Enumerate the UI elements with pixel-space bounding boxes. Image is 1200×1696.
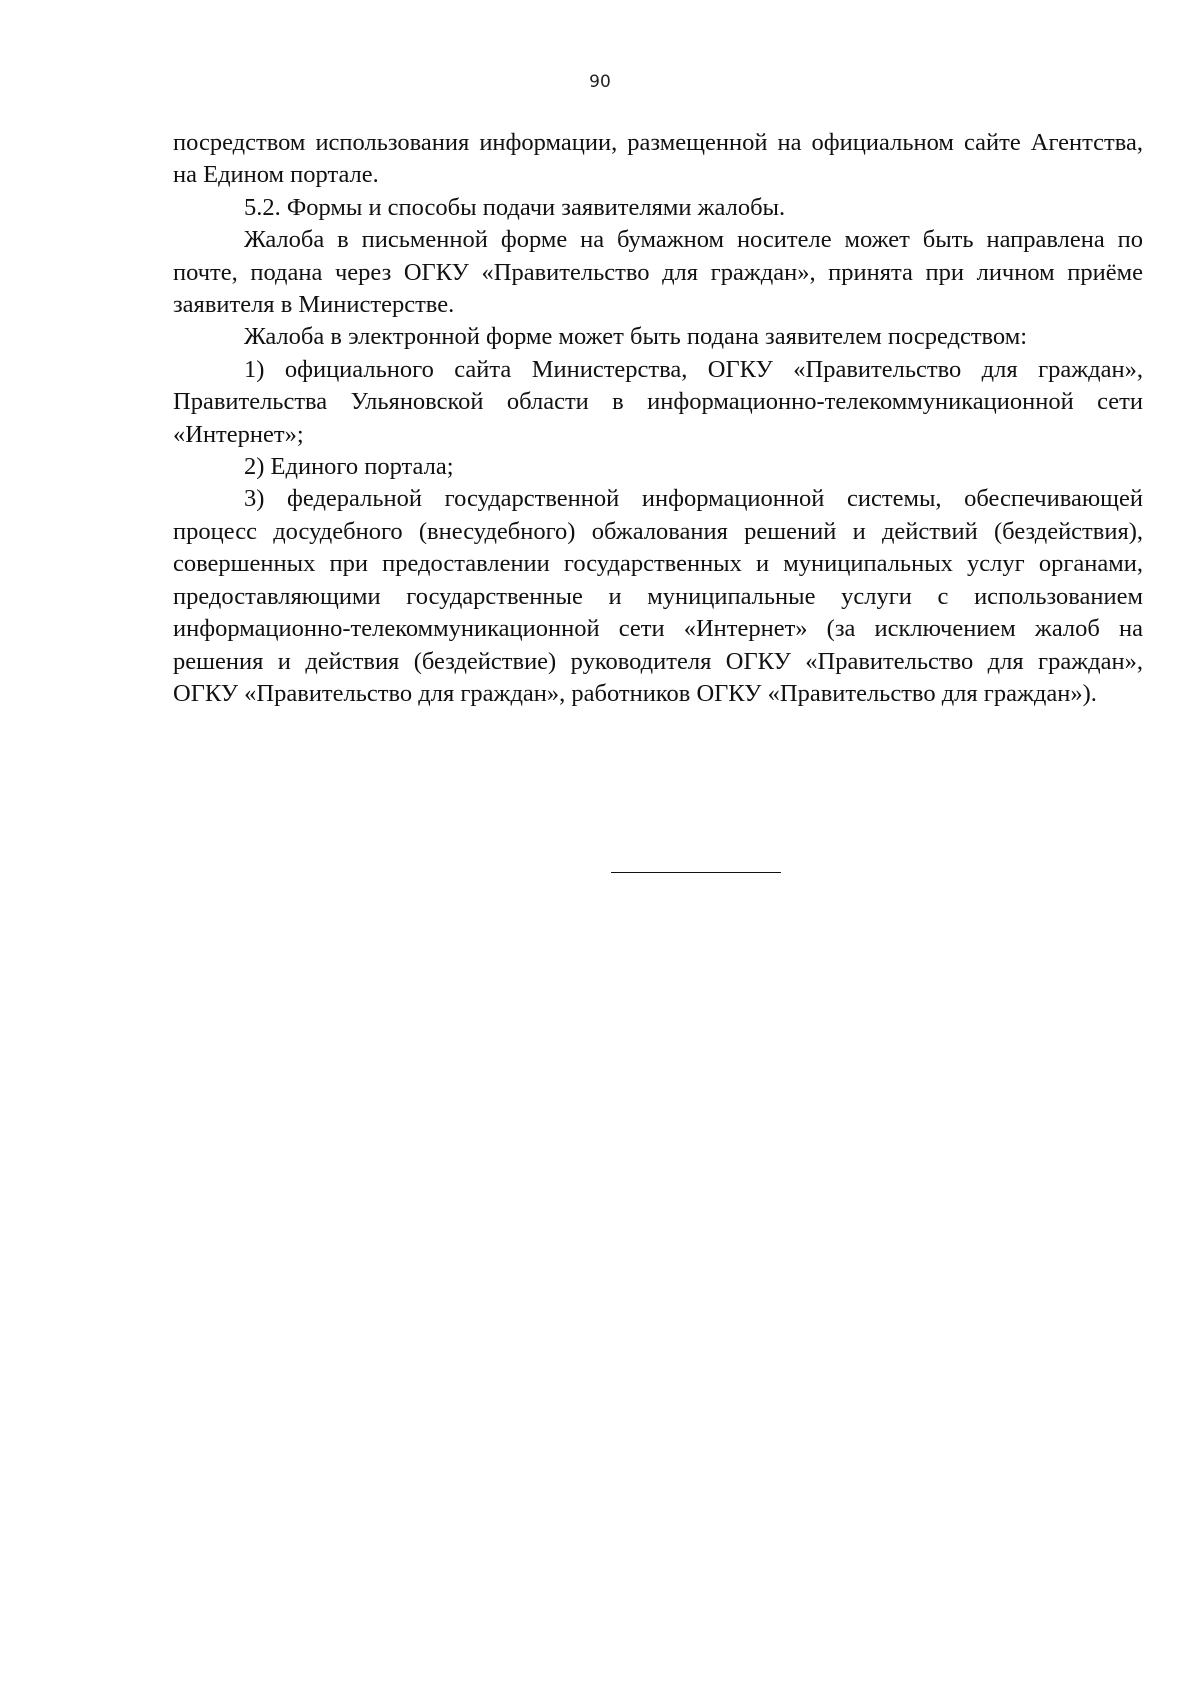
paragraph-continuation: посредством использования информации, размещенной на официальном сайте Агентства, на Едином портале. [173,129,1143,189]
paragraph-electronic-complaint: Жалоба в электронной форме может быть подана заявителем посредством: [244,323,1028,351]
page-number: 90 [589,72,611,92]
list-item-3: 3) федеральной государственной информационной системы, обеспечивающей процесс досудебного (внесудебного) обжалования решений и действий (бездействия), совершенных при предоставлении государственных и муниципальных услуг органами, предоставляющими государственные и муниципальные услуги с использованием информационно-телекоммуникационной сети «Интернет» (за исключением жалоб на решения и действия (бездействие) руководителя ОГКУ «Правительство для граждан», ОГКУ «Правительство для граждан», работников ОГКУ «Правительство для граждан»). [173,485,1143,707]
paragraph-written-complaint: Жалоба в письменной форме на бумажном носителе может быть направлена по почте, подана через ОГКУ «Правительство для граждан», принята при личном приёме заявителя в Министерстве. [173,226,1143,319]
document-body [173,127,1143,710]
list-item-2: 2) Единого портала; [244,453,454,481]
section-heading-5-2: 5.2. Формы и способы подачи заявителями жалобы. [244,193,786,221]
end-divider-line [611,872,781,873]
list-item-1: 1) официального сайта Министерства, ОГКУ «Правительство для граждан», Правительства Ульяновской области в информационно-телекоммуникационной сети «Интернет»; [173,355,1143,448]
